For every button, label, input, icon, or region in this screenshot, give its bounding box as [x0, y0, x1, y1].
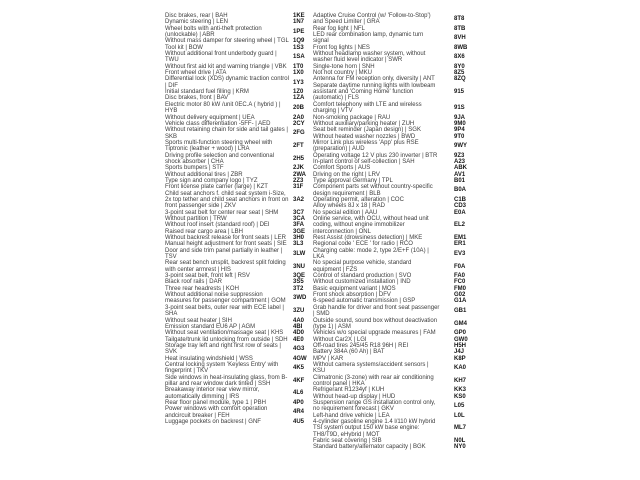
equipment-code: 8TB — [454, 25, 466, 32]
equipment-code: 2WA — [293, 171, 307, 178]
equipment-code: 3C7 — [293, 209, 305, 216]
equipment-code: 8Z5 — [454, 70, 465, 77]
equipment-description: Without additional front underbody guard | TWU — [165, 51, 277, 64]
equipment-description: Rest Assist (drowsiness detection) | MKE — [313, 235, 423, 242]
equipment-entry — [165, 191, 310, 210]
equipment-description: Front fog lights | NES — [313, 44, 370, 51]
equipment-entry — [165, 248, 310, 261]
equipment-code: EV3 — [454, 250, 466, 257]
equipment-description: Differential lock (XDS) dynamic traction control | DIF — [165, 76, 289, 89]
equipment-list-document — [165, 13, 469, 451]
equipment-code: H5H — [454, 342, 467, 349]
equipment-description: Without mass damper for steering wheel | TGL — [165, 38, 289, 45]
equipment-description: Front license plate carrier (large) | KZT — [165, 184, 268, 191]
equipment-code: ER1 — [454, 241, 466, 248]
equipment-code: N0L — [454, 438, 466, 445]
equipment-description: Charging cable: mode 2, type 2/E+F (10A) | LKA — [313, 247, 429, 261]
equipment-code: 4L6 — [293, 390, 304, 397]
equipment-code: K8P — [454, 355, 466, 362]
equipment-description: Single-tone horn | SNH — [313, 63, 375, 70]
equipment-entry — [165, 292, 310, 305]
equipment-description: Without auxiliary/parking heater | ZUH — [313, 120, 415, 127]
equipment-column-left — [165, 13, 310, 425]
equipment-code: G1A — [454, 298, 467, 305]
equipment-entry — [165, 305, 310, 318]
equipment-description: Without seat heater | SIH — [165, 317, 232, 324]
equipment-code: 4R4 — [293, 409, 305, 416]
equipment-column-right — [313, 13, 472, 451]
equipment-entry — [313, 248, 472, 261]
equipment-description: Sports bumpers | STF — [165, 165, 224, 172]
equipment-description: Without partition | TRW — [165, 216, 227, 222]
equipment-code: 8WB — [454, 44, 468, 51]
equipment-code: 31F — [293, 184, 304, 191]
equipment-description: Off-road tires 245/45 R18 96H | REI — [313, 342, 409, 349]
equipment-description: Tool kit | BOW — [165, 44, 203, 51]
equipment-entry — [313, 400, 472, 413]
equipment-code: 1T0 — [293, 63, 304, 70]
equipment-description: MPV | KAR — [313, 355, 344, 362]
equipment-code: 4E0 — [293, 336, 304, 343]
equipment-description: Door and side trim panel partially in leather | TSV — [165, 247, 283, 261]
equipment-code: 2Z3 — [293, 177, 304, 184]
equipment-entry — [313, 83, 472, 102]
equipment-code: EL2 — [454, 222, 466, 229]
equipment-code: 3QE — [293, 273, 306, 280]
equipment-code: 8VH — [454, 35, 466, 42]
equipment-description: Wheel bolts with anti-theft protection (unlockable) | ABR — [165, 25, 262, 39]
equipment-description: Not hot country | MKU — [313, 70, 372, 77]
equipment-description: No special edition | AAU — [313, 209, 378, 216]
equipment-entry — [165, 153, 310, 166]
equipment-description: In-plant control of self-collection | SAH — [313, 158, 415, 165]
equipment-code: 3ZU — [293, 307, 305, 314]
equipment-description: No special purpose vehicle, standard equipment | FZS — [313, 260, 412, 273]
equipment-code: 9T0 — [454, 133, 465, 140]
equipment-code: 1N7 — [293, 19, 305, 26]
equipment-entry — [165, 76, 310, 89]
equipment-code: 91S — [454, 104, 465, 111]
equipment-description: Luggage pockets on backrest | GNF — [165, 419, 261, 425]
equipment-code: 1KE — [293, 13, 305, 19]
equipment-code: 2JK — [293, 165, 305, 172]
equipment-description: Storage tray left and right first row of seats | SVK — [165, 342, 281, 356]
equipment-code: KH7 — [454, 377, 467, 384]
equipment-description: Without additional tires | ZBR — [165, 171, 243, 178]
equipment-code: 3H0 — [293, 235, 305, 242]
equipment-description: Front shock absorption | DFV — [313, 292, 391, 299]
equipment-code: 4A0 — [293, 317, 305, 324]
equipment-entry — [313, 362, 472, 375]
equipment-description: 4-cylinder gasoline engine 1.4 l/110 kW hybrid TSI system output 150 kW base engine: TH8/T9D, eHybrid | MOT — [313, 419, 436, 438]
equipment-code: 4BI — [293, 323, 303, 330]
equipment-description: Mirror Link plus wireless 'App' plus RSE (preparation) | AUD — [313, 139, 419, 153]
equipment-description: Without first aid kit and warning triangle | VBK — [165, 63, 287, 70]
equipment-description: Seat belt reminder (Japan design) | SGK — [313, 127, 421, 134]
equipment-description: Initial standard fuel filling | KRM — [165, 89, 249, 96]
equipment-description: Operating permit, alteration | COC — [313, 196, 404, 203]
equipment-entry — [165, 406, 310, 419]
equipment-description: 3-point seat belt, front left | RSV — [165, 273, 250, 280]
equipment-description: Refrigerant R1234yf | KUH — [313, 387, 385, 394]
equipment-code: 4U5 — [293, 419, 305, 425]
equipment-code: EM1 — [454, 235, 467, 242]
equipment-code: GB1 — [454, 307, 467, 314]
equipment-code: 3WD — [293, 295, 307, 302]
equipment-code: B0A — [454, 187, 467, 194]
equipment-description: 3-point seat belts, outer rear with ECE label | SHA — [165, 304, 284, 318]
equipment-entry — [313, 216, 472, 235]
equipment-description: 6-speed automatic transmission | GSP — [313, 298, 416, 305]
equipment-description: Heat insulating windshield | WSS — [165, 355, 253, 362]
equipment-code: GW0 — [454, 336, 468, 343]
equipment-entry — [165, 362, 310, 375]
equipment-description: Vehicles w/o special upgrade measures | FAM — [313, 330, 436, 337]
equipment-description: Without head-up display | HUD — [313, 393, 396, 400]
equipment-description: Comfort Sports | AUS — [313, 165, 371, 172]
equipment-description: Power windows with comfort operation andcircuit breaker | FEH — [165, 406, 268, 419]
equipment-description: Component parts set without country-specific design requirement | BLB — [313, 184, 433, 197]
equipment-description: Without additional noise suppression measures for passenger compartment | GOM — [165, 292, 286, 305]
equipment-description: Without headlamp washer system, without washer fluid level indicator | SWR — [313, 51, 426, 64]
equipment-code: 4K5 — [293, 365, 305, 372]
equipment-description: Front wheel drive | ATA — [165, 70, 227, 77]
equipment-entry — [313, 32, 472, 45]
equipment-code: FC0 — [454, 279, 466, 286]
equipment-entry — [165, 140, 310, 153]
equipment-description: Without delivery equipment | UEA — [165, 114, 255, 121]
equipment-entry — [165, 375, 310, 388]
equipment-entry — [313, 305, 472, 318]
equipment-code: ABK — [454, 165, 467, 172]
equipment-description: Battery 384A (60 Ah) | BAT — [313, 349, 385, 356]
equipment-code: 3CA — [293, 216, 306, 222]
equipment-code: 4GW — [293, 355, 307, 362]
equipment-description: Without customized installation | IND — [313, 279, 411, 286]
equipment-description: Vehicle class differentiation -5FF- | AED — [165, 120, 271, 127]
equipment-description: Black roof rails | DAR — [165, 279, 222, 286]
equipment-code: KA0 — [454, 365, 467, 372]
equipment-description: Manual height adjustment for front seats | SIE — [165, 241, 287, 248]
equipment-code: L05 — [454, 403, 465, 410]
equipment-entry — [165, 26, 310, 39]
equipment-code: 9WY — [454, 143, 468, 150]
equipment-entry — [313, 184, 472, 197]
equipment-description: 3-point seat belt for center rear seat | SHM — [165, 209, 279, 216]
equipment-code: 9JA — [454, 114, 466, 121]
equipment-description: Without retaining chain for side and tail gates | SKB — [165, 127, 288, 140]
equipment-code: KK3 — [454, 387, 467, 394]
equipment-description: Without seat ventilation/massage seat | KHS — [165, 330, 284, 337]
equipment-code: CD3 — [454, 203, 467, 210]
equipment-code: 4G3 — [293, 346, 305, 353]
equipment-code: 2FT — [293, 143, 304, 150]
equipment-code: 3S5 — [293, 279, 304, 286]
equipment-description: Without camera systems/accident sensors | KSU — [313, 361, 429, 375]
equipment-code: 8ZQ — [454, 76, 466, 83]
equipment-entry — [165, 102, 310, 115]
equipment-code: 2A0 — [293, 114, 305, 121]
equipment-description: Breakaway interior rear view mirror, automatically dimming | IRS — [165, 387, 260, 400]
equipment-description: Disc brakes, front | BAV — [165, 95, 229, 102]
equipment-entry — [313, 51, 472, 64]
equipment-description: Suspension range GS installation control only, no requirement forecast | GKV — [313, 399, 436, 413]
equipment-entry — [313, 444, 472, 450]
equipment-description: Non-smoking package | RAU — [313, 114, 391, 121]
equipment-description: Without roof insert (standard roof) | DEI — [165, 222, 270, 229]
equipment-description: Regional code ' ECE ' for radio | RCO — [313, 241, 413, 248]
equipment-code: AV1 — [454, 171, 466, 178]
equipment-description: Rear seat bench unsplit, backrest split folding with center armrest | HIS — [165, 260, 286, 273]
equipment-description: Sports multi-function steering wheel with Tiptronic (leather + wood) | LRA — [165, 139, 273, 153]
equipment-description: Operating voltage 12 V plus 230 inverter | BTR — [313, 152, 438, 159]
equipment-description: Dynamic steering | LEN — [165, 19, 228, 26]
equipment-code: 8T8 — [454, 16, 465, 23]
equipment-description: Standard battery/alternator capacity | BGK — [313, 444, 426, 451]
equipment-description: Driving profile selection and conventional shock absorber | CHA — [165, 152, 275, 165]
equipment-code: 9P4 — [454, 127, 465, 134]
equipment-code: 4KF — [293, 377, 305, 384]
equipment-code: L0L — [454, 412, 465, 419]
equipment-code: GM4 — [454, 320, 468, 327]
equipment-code: 2H5 — [293, 155, 305, 162]
equipment-code: 3A2 — [293, 196, 305, 203]
equipment-code: 3GE — [293, 228, 306, 235]
equipment-code: 2CY — [293, 120, 305, 127]
equipment-code: 1X0 — [293, 70, 304, 77]
equipment-description: Without heated washer nozzles | BWD — [313, 133, 416, 140]
equipment-code: 8X6 — [454, 54, 465, 61]
equipment-code: 3FA — [293, 222, 305, 229]
equipment-entry — [313, 102, 472, 115]
equipment-entry — [313, 419, 472, 438]
equipment-code: 1SA — [293, 54, 305, 61]
equipment-description: Antenna for FM reception only, diversity | ANT — [313, 76, 435, 83]
equipment-description: Comfort telephony with LTE and wireless charging | VTV — [313, 101, 422, 115]
equipment-code: F0A — [454, 263, 466, 270]
equipment-code: GP0 — [454, 330, 467, 337]
equipment-description: Type approval Germany | TPL — [313, 177, 393, 184]
equipment-description: Three rear headrests | KOH — [165, 285, 239, 292]
equipment-description: Control of standard production | SVO — [313, 273, 412, 280]
equipment-description: Fabric seat covering | SIB — [313, 438, 382, 445]
equipment-description: Electric motor 80 kW /unit 0EC.A ( hybrid ) | HYB — [165, 101, 281, 115]
equipment-code: B01 — [454, 177, 466, 184]
equipment-code: 2FG — [293, 130, 305, 137]
equipment-description: Grab handle for driver and front seat passenger | SMD — [313, 304, 440, 318]
equipment-description: Separate daytime running lights with lowbeam assistant and 'Coming Home' function (automatic) | FLS — [313, 82, 436, 102]
equipment-code: 3T2 — [293, 285, 304, 292]
equipment-code: 4P0 — [293, 399, 304, 406]
equipment-code: 1S3 — [293, 44, 304, 51]
equipment-code: 1PE — [293, 28, 305, 35]
equipment-code: E0A — [454, 209, 466, 216]
equipment-entry — [313, 260, 472, 273]
equipment-code: 4D0 — [293, 330, 305, 337]
equipment-code: 1Q9 — [293, 38, 305, 45]
equipment-code: FM0 — [454, 285, 466, 292]
equipment-code: ML7 — [454, 425, 466, 432]
equipment-code: 1ZA — [293, 95, 305, 102]
equipment-description: Adaptive Cruise Control (w/ 'Follow-to-Stop') and Speed Limiter | GRA — [313, 13, 431, 26]
equipment-description: Outside sound, sound box without deactivation (type 1) | ASM — [313, 317, 438, 330]
equipment-entry — [313, 140, 472, 153]
equipment-code: 20B — [293, 104, 305, 111]
equipment-description: Emission standard EU6 AP | AGM — [165, 323, 256, 330]
equipment-description: Side windows in heat-insulating glass, from B-pillar and rear window dark tinted | SSH — [165, 374, 288, 387]
equipment-code: 9M0 — [454, 120, 466, 127]
equipment-description: Disc brakes, rear | BAH — [165, 13, 228, 19]
equipment-entry — [165, 343, 310, 356]
equipment-code: J4J — [454, 349, 465, 356]
equipment-code: 1Z0 — [293, 89, 304, 96]
equipment-entry — [165, 387, 310, 400]
equipment-description: Online service, with OCU, without head unit coding, without engine immobilizer interconnection | ONL — [313, 216, 429, 235]
equipment-code: 9Z3 — [454, 152, 465, 159]
equipment-code: 3L3 — [293, 241, 304, 248]
equipment-description: Without backrest release for front seats | LER — [165, 235, 286, 242]
equipment-code: 915 — [454, 89, 465, 96]
equipment-entry — [313, 375, 472, 388]
equipment-description: Tailgate/trunk lid unlocking from outside | SDH — [165, 336, 288, 343]
equipment-code: 1Y3 — [293, 79, 304, 86]
equipment-description: Child seat anchors f. child seat system i-Size, 2x top tether and child seat anchors in front on front passenger side | ZKV — [165, 190, 289, 210]
equipment-code: NY0 — [454, 444, 466, 451]
equipment-code: 3LW — [293, 250, 306, 257]
equipment-code: 8Y0 — [454, 63, 465, 70]
equipment-code: 3NU — [293, 263, 306, 270]
equipment-entry — [165, 260, 310, 273]
equipment-entry — [165, 51, 310, 64]
equipment-description: Climatronic (3-zone) with rear air conditioning control panel | HKA — [313, 374, 434, 387]
equipment-code: G02 — [454, 292, 466, 299]
equipment-description: Basic equipment variant | MOS — [313, 285, 396, 292]
equipment-code: KS0 — [454, 393, 466, 400]
equipment-code: C1B — [454, 196, 467, 203]
equipment-description: Without Car2X | LGI — [313, 336, 367, 343]
equipment-description: Alloy wheels 8J x 18 | RAD — [313, 203, 385, 210]
equipment-description: Rear floor panel module, type 1 | PBH — [165, 399, 266, 406]
equipment-description: Raised rear cargo area | LBH — [165, 228, 243, 235]
equipment-entry — [165, 419, 310, 425]
equipment-description: Rear fog light | NFL — [313, 25, 365, 32]
equipment-description: Type sign and company logo | TYZ — [165, 177, 258, 184]
equipment-code: FA0 — [454, 273, 466, 280]
equipment-description: Left-hand drive vehicle | LEA — [313, 412, 390, 419]
equipment-description: Driving on the right | LRV — [313, 171, 380, 178]
equipment-entry — [165, 127, 310, 140]
equipment-entry — [313, 318, 472, 331]
equipment-description: Central locking system 'Keyless Entry' with fingerprint | TKV — [165, 361, 279, 375]
equipment-entry — [313, 13, 472, 26]
equipment-code: A23 — [454, 158, 466, 165]
equipment-description: LED rear combination lamp, dynamic turn signal — [313, 32, 424, 45]
